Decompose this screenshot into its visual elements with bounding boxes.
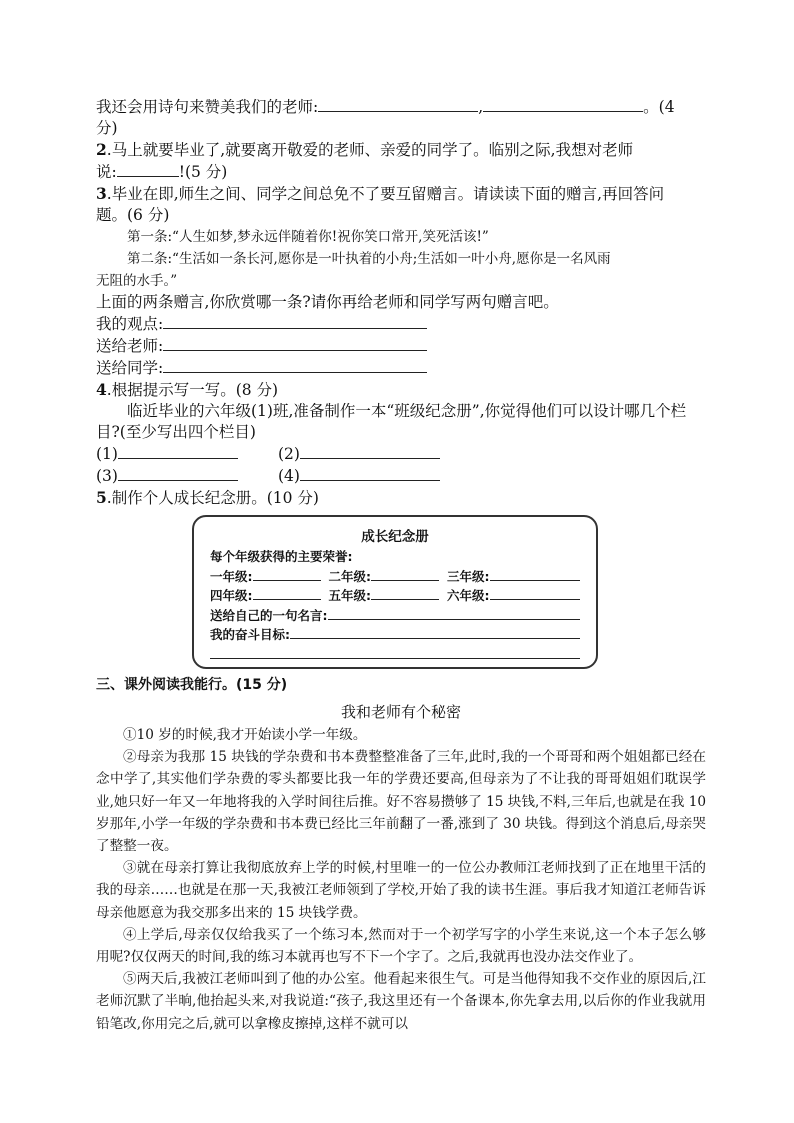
goal-row: 我的奋斗目标:	[210, 625, 580, 645]
story-paragraph-1: ①10 岁的时候,我才开始读小学一年级。	[123, 727, 367, 743]
q4-row-2	[96, 465, 706, 487]
q2-blank[interactable]	[117, 161, 179, 177]
view-row: 我的观点:	[96, 313, 706, 335]
grades-row-1: 一年级: 二年级: 三年级:	[210, 567, 580, 587]
story-paragraph-2: ②母亲为我那 15 块钱的学杂费和书本费整整准备了三年,此时,我的一个哥哥和两个姐姐都已经在念中学了,其实他们学杂费的零头都要比我一年的学费还要高,但母亲为了不让我的哥哥姐姐们耽误学业,她只好一年又一年地将我的入学时间往后推。好不容易攒够了 15 块钱,不料,三年后,也就是在我 10 岁那年,小学一年级的学杂费和书本费已经比三年前翻了一番,涨到了 30 块钱。得到这个消息后,母亲哭了整整一夜。	[96, 749, 706, 855]
worksheet-page	[96, 96, 706, 1035]
q2-answer-line: 说: !(5 分)	[96, 163, 228, 181]
goal-row-2	[210, 645, 580, 659]
grade-6-blank[interactable]	[490, 586, 581, 600]
grade-5-blank[interactable]	[371, 586, 439, 600]
booklet-subtitle: 每个年级获得的主要荣誉:	[210, 549, 353, 564]
grade-3-blank[interactable]	[490, 567, 581, 581]
q4-row-1	[96, 443, 706, 465]
q4-desc-cont: 目?(至少写出四个栏目)	[96, 423, 256, 441]
grade-2-blank[interactable]	[371, 567, 439, 581]
section-3-heading: 三、课外阅读我能行。(15 分)	[96, 677, 288, 693]
classmate-blank[interactable]	[163, 357, 427, 373]
column-blank-4[interactable]	[300, 465, 440, 481]
column-blank-2[interactable]	[300, 443, 440, 459]
column-blank-1[interactable]	[118, 443, 238, 459]
column-item-1: (1)	[96, 443, 246, 465]
q3-question: 3.毕业在即,师生之间、同学之间总免不了要互留赠言。请读读下面的赠言,再回答问	[96, 184, 665, 203]
grades-row-2: 四年级: 五年级: 六年级:	[210, 586, 580, 606]
quote-2-cont: 无阻的水手。”	[96, 273, 178, 289]
growth-booklet-box	[192, 515, 598, 669]
q4-desc: 临近毕业的六年级(1)班,准备制作一本“班级纪念册”,你觉得他们可以设计哪几个栏	[127, 402, 687, 420]
column-blank-3[interactable]	[118, 465, 238, 481]
story-paragraph-4: ④上学后,母亲仅仅给我买了一个练习本,然而对于一个初学写字的小学生来说,这一个本子怎么够用呢?仅仅两天的时间,我的练习本就再也写不下一个字了。之后,我就再也没办法交作业了。	[96, 926, 706, 966]
classmate-row: 送给同学:	[96, 357, 706, 379]
teacher-row: 送给老师:	[96, 335, 706, 357]
motto-row: 送给自己的一句名言:	[210, 606, 580, 626]
column-item-2: (2)	[278, 443, 428, 465]
grade-4-blank[interactable]	[253, 586, 321, 600]
teacher-blank[interactable]	[163, 335, 427, 351]
q5-question: 5.制作个人成长纪念册。(10 分)	[96, 488, 319, 507]
story-paragraph-5: ⑤两天后,我被江老师叫到了他的办公室。他看起来很生气。可是当他得知我不交作业的原因后,江老师沉默了半晌,他抬起头来,对我说道:“孩子,我这里还有一个备课本,你先拿去用,以后你的作业我就用铅笔改,你用完之后,就可以拿橡皮擦掉,这样不就可以	[96, 971, 706, 1032]
story-paragraph-3: ③就在母亲打算让我彻底放弃上学的时候,村里唯一的一位公办教师江老师找到了正在地里干活的我的母亲……也就是在那一天,我被江老师领到了学校,开始了我的读书生涯。事后我才知道江老师告诉母亲他愿意为我交那多出来的 15 块钱学费。	[96, 860, 706, 921]
q3-score: 题。(6 分)	[96, 206, 170, 224]
motto-blank[interactable]	[328, 606, 581, 620]
booklet-title: 成长纪念册	[361, 529, 429, 545]
poem-blank-2[interactable]	[483, 96, 643, 112]
story-title: 我和老师有个秘密	[340, 703, 461, 721]
q1-score: 分)	[96, 119, 118, 137]
column-item-4: (4)	[278, 465, 428, 487]
grade-1-blank[interactable]	[253, 567, 321, 581]
poem-blank-1[interactable]	[318, 96, 478, 112]
quote-2: 第二条:“生活如一条长河,愿你是一叶执着的小舟;生活如一叶小舟,愿你是一名风雨	[127, 251, 611, 267]
q4-question: 4.根据提示写一写。(8 分)	[96, 380, 279, 399]
view-blank[interactable]	[163, 313, 427, 329]
column-item-3: (3)	[96, 465, 246, 487]
q3-ask: 上面的两条赠言,你欣赏哪一条?请你再给老师和同学写两句赠言吧。	[96, 293, 559, 311]
q2-question: 2.马上就要毕业了,就要离开敬爱的老师、亲爱的同学了。临别之际,我想对老师	[96, 140, 634, 159]
quote-1: 第一条:“人生如梦,梦永远伴随着你!祝你笑口常开,笑死活该!”	[127, 229, 489, 245]
goal-blank-2[interactable]	[210, 645, 580, 659]
q1-poem-line: 我还会用诗句来赞美我们的老师: , 。(4	[96, 98, 675, 116]
goal-blank[interactable]	[290, 625, 580, 639]
